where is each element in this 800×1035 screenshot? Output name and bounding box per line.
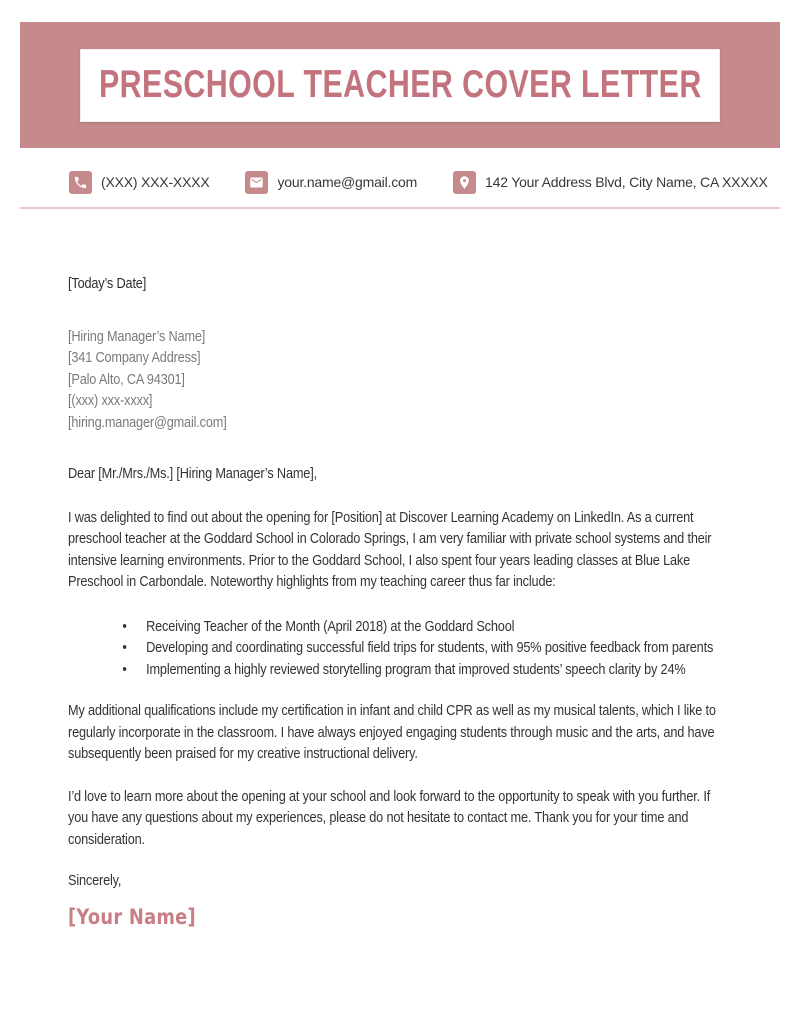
list-item: • Implementing a highly reviewed storytelling program that improved students’ speech clarity by 24%: [68, 659, 732, 681]
list-item: • Developing and coordinating successful field trips for students, with 95% positive feedback from parents: [68, 637, 732, 659]
contact-email: [245, 171, 417, 194]
date-line: [Today’s Date]: [68, 275, 147, 292]
letter-container: [68, 273, 732, 928]
recipient-address: [341 Company Address]: [68, 349, 201, 366]
closing-line: Sincerely,: [68, 872, 122, 889]
location-icon: [453, 171, 476, 194]
list-item: • Receiving Teacher of the Month (April 2018) at the Goddard School: [68, 616, 732, 638]
email-icon: [245, 171, 268, 194]
paragraph-intro: I was delighted to find out about the opening for [Position] at Discover Learning Academy on LinkedIn. As a current preschool teacher at the Goddard School in Colorado Springs, I am very familiar with private school systems and their intensive learning environments. Prior to the Goddard School, I also spent four years leading classes at Blue Lake Preschool in Carbondale. Noteworthy highlights from my teaching career thus far include:: [68, 508, 712, 590]
street-address: 142 Your Address Blvd, City Name, CA XXXXX: [485, 174, 768, 190]
highlights-list: [68, 616, 732, 681]
paragraph-closing: I’d love to learn more about the opening at your school and look forward to the opportunity to speak with you further. If you have any questions about my experiences, please do not hesitate to contact me. Thank you for your time and consideration.: [68, 787, 711, 848]
phone-number: (XXX) XXX-XXXX: [101, 174, 210, 190]
email-address: your.name@gmail.com: [277, 174, 418, 190]
contact-bar: [69, 170, 780, 194]
signature-name: [Your Name]: [68, 904, 196, 929]
recipient-name: [Hiring Manager’s Name]: [68, 327, 206, 345]
recipient-phone: [(xxx) xxx-xxxx]: [68, 392, 153, 409]
paragraph-qualifications: My additional qualifications include my certification in infant and child CPR as well as my musical talents, which I like to regularly incorporate in the classroom. I have always enjoyed engaging students through music and the arts, and have subsequently been praised for my creative instructional delivery.: [68, 702, 716, 762]
letter-body: [68, 273, 732, 928]
recipient-block: [68, 326, 732, 434]
page-title: PRESCHOOL TEACHER COVER LETTER: [98, 63, 702, 106]
contact-address: [453, 171, 768, 194]
salutation: Dear [Mr./Mrs./Ms.] [Hiring Manager’s Name],: [68, 465, 317, 482]
title-box: [80, 49, 720, 122]
header-band: [20, 22, 780, 148]
divider-line: [20, 207, 780, 209]
recipient-email: [hiring.manager@gmail.com]: [68, 413, 227, 431]
recipient-city: [Palo Alto, CA 94301]: [68, 370, 185, 388]
phone-icon: [69, 171, 92, 194]
contact-phone: [69, 171, 209, 194]
